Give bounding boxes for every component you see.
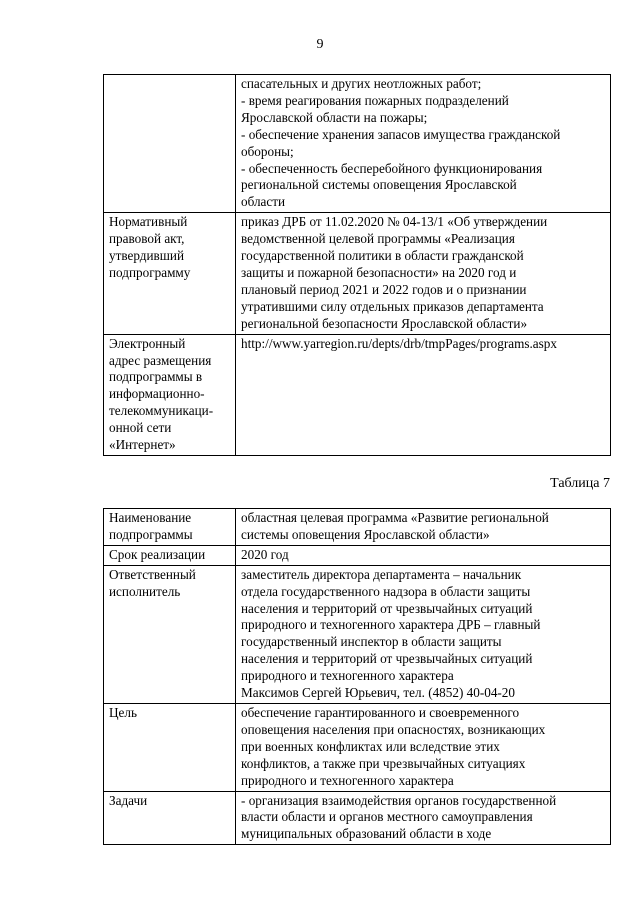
text-line: утратившими силу отдельных приказов департамента: [241, 298, 544, 314]
label-line: телекоммуникаци-: [109, 403, 214, 419]
text-line: Максимов Сергей Юрьевич, тел. (4852) 40-04-20: [241, 685, 515, 701]
text-line: - обеспеченность бесперебойного функционирования: [241, 160, 543, 176]
row-label-cell: [104, 213, 236, 334]
text-line: отдела государственного надзора в области защиты: [241, 583, 531, 599]
table-row: [104, 213, 611, 334]
text-line: ведомственной целевой программы «Реализация: [241, 231, 515, 247]
row-value-cell: [236, 334, 611, 455]
text-line: 2020 год: [241, 546, 289, 562]
text-line: региональной системы оповещения Ярославской: [241, 177, 517, 193]
text-line: системы оповещения Ярославской области»: [241, 526, 490, 542]
text-line: природного и техногенного характера ДРБ – главный: [241, 617, 541, 633]
text-line: населения и территорий от чрезвычайных ситуаций: [241, 600, 533, 616]
label-line: информационно-: [109, 386, 205, 402]
text-line: области: [241, 194, 286, 210]
text-line: государственной политики в области гражданской: [241, 248, 524, 264]
label-line: исполнитель: [109, 583, 181, 599]
text-line: при военных конфликтах или вследствие этих: [241, 738, 500, 754]
row-label-cell: [104, 509, 236, 546]
text-line: - организация взаимодействия органов государственной: [241, 792, 557, 808]
row-label-cell: [104, 565, 236, 703]
row-label-cell: [104, 545, 236, 565]
table-row: [104, 334, 611, 455]
text-line: оповещения населения при опасностях, возникающих: [241, 721, 546, 737]
row-value-cell: [236, 703, 611, 791]
text-line: региональной безопасности Ярославской области»: [241, 315, 528, 331]
label-line: Нормативный: [109, 214, 188, 230]
text-line: обороны;: [241, 143, 294, 159]
label-line: Электронный: [109, 335, 186, 351]
row-value-cell: [236, 545, 611, 565]
label-line: онной сети: [109, 420, 172, 436]
row-value-cell: [236, 565, 611, 703]
label-line: Задачи: [109, 792, 148, 808]
row-value-cell: [236, 791, 611, 845]
text-line: областная целевая программа «Развитие региональной: [241, 510, 549, 525]
text-line: - обеспечение хранения запасов имущества гражданской: [241, 126, 561, 142]
text-line: спасательных и других неотложных работ;: [241, 76, 482, 91]
table-row: [104, 75, 611, 213]
text-line: населения и территорий от чрезвычайных ситуаций: [241, 651, 533, 667]
text-line: обеспечение гарантированного и своевременного: [241, 704, 520, 720]
table-row: [104, 509, 611, 546]
row-label-cell: [104, 703, 236, 791]
text-line: муниципальных образований области в ходе: [241, 826, 492, 842]
label-line: правовой акт,: [109, 231, 185, 247]
text-line: конфликтов, а также при чрезвычайных ситуациях: [241, 755, 526, 771]
table-caption: Таблица 7: [550, 476, 610, 491]
row-label-cell: [104, 75, 236, 213]
label-line: адрес размещения: [109, 352, 212, 368]
program-table-7: [103, 508, 611, 845]
program-url-link[interactable]: http://www.yarregion.ru/depts/drb/tmpPages/programs.aspx: [241, 335, 557, 351]
text-line: защиты и пожарной безопасности» на 2020 год и: [241, 264, 517, 280]
table-row: [104, 565, 611, 703]
table-row: [104, 703, 611, 791]
row-value-cell: [236, 75, 611, 213]
text-line: Ярославской области на пожары;: [241, 109, 428, 125]
label-line: Наименование: [109, 510, 192, 525]
label-line: подпрограммы: [109, 526, 193, 542]
text-line: - время реагирования пожарных подразделений: [241, 92, 509, 108]
label-line: «Интернет»: [109, 437, 176, 453]
text-line: природного и техногенного характера: [241, 772, 454, 788]
row-value-cell: [236, 213, 611, 334]
text-line: власти области и органов местного самоуправления: [241, 809, 533, 825]
text-line: приказ ДРБ от 11.02.2020 № 04-13/1 «Об утверждении: [241, 214, 548, 230]
text-line: плановый период 2021 и 2022 годов и о признании: [241, 281, 527, 297]
text-line: заместитель директора департамента – начальник: [241, 566, 522, 582]
table-row: [104, 545, 611, 565]
page-number: 9: [316, 37, 324, 52]
label-line: Цель: [109, 704, 137, 720]
row-label-cell: [104, 334, 236, 455]
label-line: Ответственный: [109, 566, 196, 582]
program-table-continued: [103, 74, 611, 456]
label-line: утвердивший: [109, 248, 185, 264]
label-line: подпрограммы в: [109, 369, 203, 385]
row-label-cell: [104, 791, 236, 845]
text-line: государственный инспектор в области защиты: [241, 634, 502, 650]
text-line: природного и техногенного характера: [241, 668, 454, 684]
table-row: [104, 791, 611, 845]
row-value-cell: [236, 509, 611, 546]
label-line: подпрограмму: [109, 264, 191, 280]
label-line: Срок реализации: [109, 546, 206, 562]
